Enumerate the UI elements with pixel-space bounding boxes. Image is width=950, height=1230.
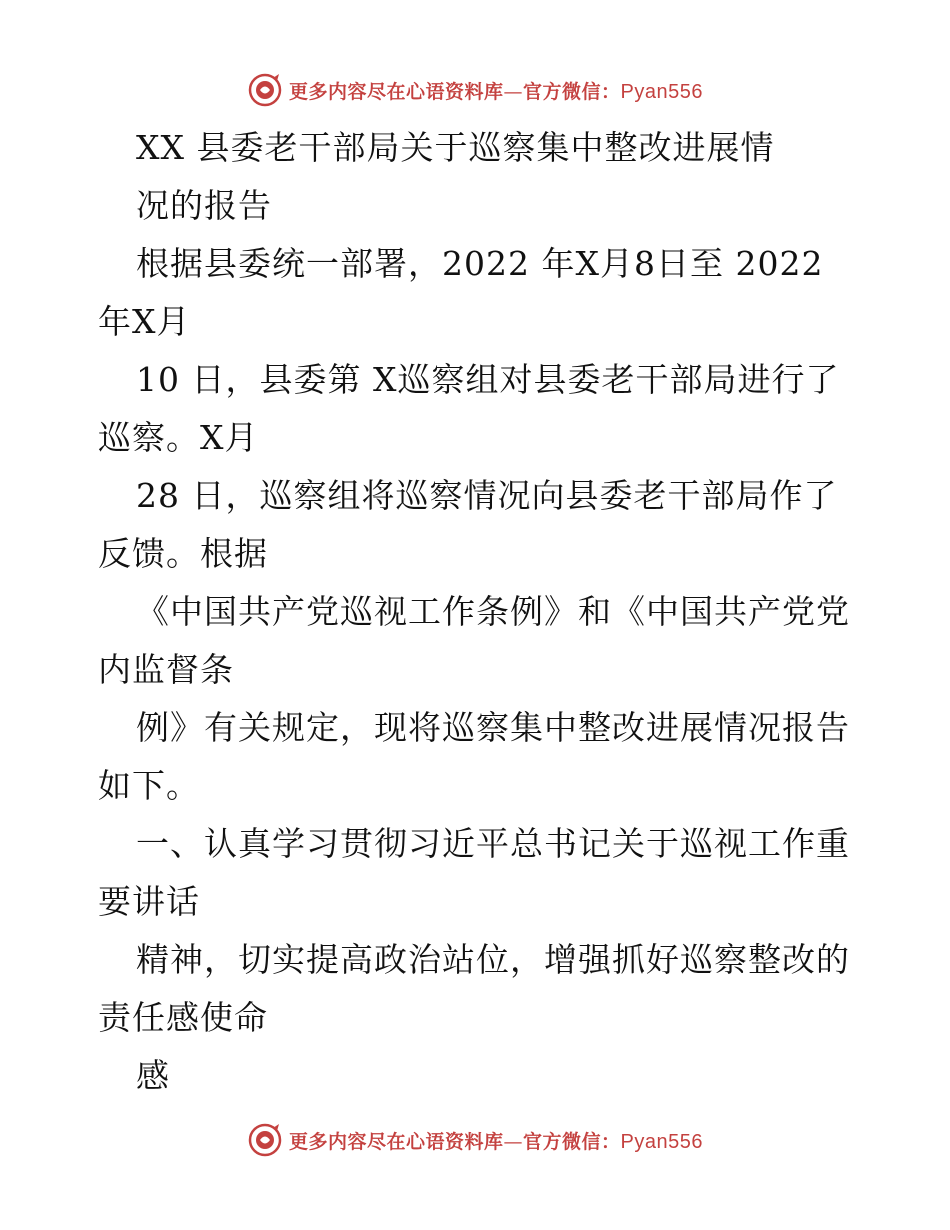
paragraph-line: 《中国共产党巡视工作条例》和《中国共产党党	[136, 592, 850, 631]
footer-banner-content	[247, 1122, 703, 1158]
paragraph-line: 巡察。X月	[98, 418, 259, 457]
paragraph-line: 10 日，县委第 X巡察组对县委老干部局进行了	[136, 360, 840, 399]
footer-banner	[0, 1118, 950, 1162]
banner-wechat-id: Pyan556	[620, 1130, 703, 1153]
paragraph-line: 如下。	[98, 766, 200, 805]
banner-text	[289, 1127, 703, 1154]
banner-site-name: 更多内容尽在心语资料库	[289, 80, 504, 103]
seal-logo-icon	[247, 72, 283, 108]
paragraph-line: 28 日，巡察组将巡察情况向县委老干部局作了	[136, 476, 838, 515]
banner-site-name: 更多内容尽在心语资料库	[289, 1130, 504, 1153]
section-heading-line: 感	[136, 1056, 170, 1095]
header-banner	[0, 68, 950, 112]
paragraph-line: 例》有关规定，现将巡察集中整改进展情况报告	[136, 708, 850, 747]
header-banner-content	[247, 72, 703, 108]
banner-wechat-label: 官方微信：	[523, 80, 621, 103]
section-heading-line: 责任感使命	[98, 998, 268, 1037]
paragraph-line: 内监督条	[98, 650, 234, 689]
banner-text	[289, 77, 703, 104]
section-heading-line: 精神，切实提高政治站位，增强抓好巡察整改的	[136, 940, 850, 979]
paragraph-line: 根据县委统一部署，2022 年X月8日至 2022	[136, 244, 824, 283]
title-line-2: 况的报告	[136, 186, 272, 225]
banner-dash: —	[503, 1130, 524, 1153]
seal-logo-icon	[247, 1122, 283, 1158]
title-line-1: XX 县委老干部局关于巡察集中整改进展情	[136, 128, 775, 167]
section-heading-line: 要讲话	[98, 882, 200, 921]
banner-wechat-id: Pyan556	[620, 80, 703, 103]
paragraph-line: 反馈。根据	[98, 534, 268, 573]
paragraph-line: 年X月	[98, 302, 191, 341]
banner-wechat-label: 官方微信：	[523, 1130, 621, 1153]
banner-dash: —	[503, 80, 524, 103]
section-heading-line: 一、认真学习贯彻习近平总书记关于巡视工作重	[136, 824, 850, 863]
